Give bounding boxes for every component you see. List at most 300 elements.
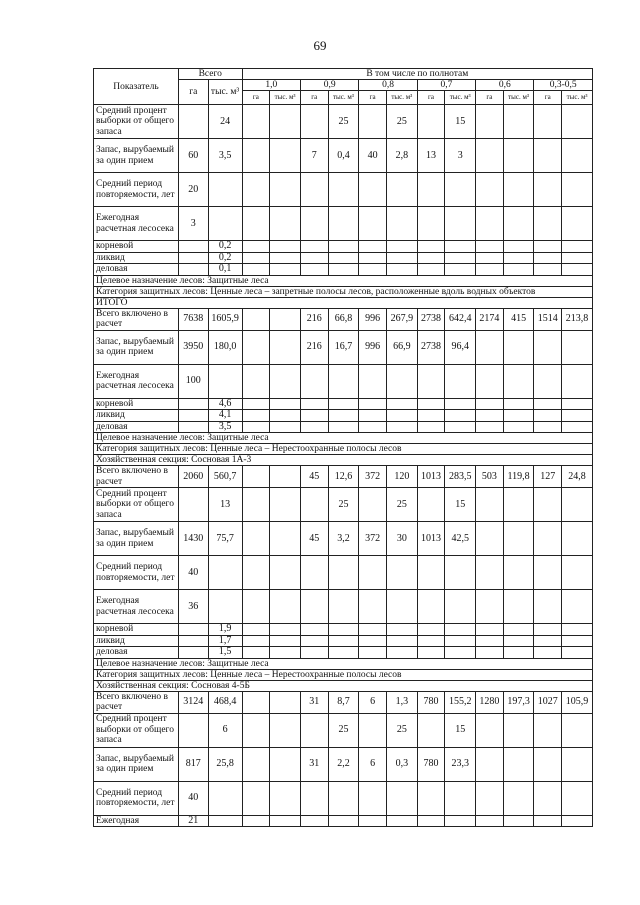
table-cell	[359, 488, 387, 522]
table-cell	[445, 781, 476, 815]
table-cell	[359, 398, 387, 410]
table-cell	[534, 139, 562, 173]
table-cell	[476, 173, 504, 207]
table-cell	[178, 241, 208, 253]
table-cell: 0,1	[208, 264, 242, 276]
table-cell	[328, 647, 359, 659]
table-cell	[300, 241, 328, 253]
row-label: корневой	[94, 624, 179, 636]
row-label: Всего включено в расчет	[94, 466, 179, 488]
table-cell	[328, 173, 359, 207]
table-cell	[270, 466, 301, 488]
table-cell	[386, 173, 417, 207]
table-cell	[270, 330, 301, 364]
table-cell	[503, 364, 534, 398]
row-label: Средний период повторяемости, лет	[94, 556, 179, 590]
table-cell	[534, 241, 562, 253]
table-row	[94, 173, 593, 207]
table-cell: 996	[359, 330, 387, 364]
table-cell: 415	[503, 308, 534, 330]
table-cell	[270, 398, 301, 410]
table-cell	[208, 590, 242, 624]
table-cell	[270, 410, 301, 422]
table-cell: 15	[445, 713, 476, 747]
table-cell	[503, 241, 534, 253]
section-row	[94, 286, 593, 297]
table-cell	[242, 173, 270, 207]
table-cell	[476, 747, 504, 781]
table-cell	[300, 781, 328, 815]
table-row	[94, 590, 593, 624]
table-cell: 25	[328, 488, 359, 522]
table-cell	[562, 241, 593, 253]
table-cell: 4,1	[208, 410, 242, 422]
table-cell	[242, 747, 270, 781]
table-cell	[300, 624, 328, 636]
row-label: Ежегодная расчетная лесосека	[94, 590, 179, 624]
table-cell	[417, 264, 445, 276]
table-cell	[562, 421, 593, 433]
header-completeness: 0,9	[300, 80, 358, 91]
table-cell	[562, 590, 593, 624]
table-cell: 105,9	[562, 691, 593, 713]
table-cell: 3124	[178, 691, 208, 713]
table-cell	[386, 264, 417, 276]
header-unit-ha: га	[242, 91, 270, 105]
table-cell	[300, 421, 328, 433]
table-cell	[328, 364, 359, 398]
table-cell	[270, 647, 301, 659]
table-cell	[562, 252, 593, 264]
table-cell	[270, 556, 301, 590]
table-cell: 267,9	[386, 308, 417, 330]
table-cell: 2,2	[328, 747, 359, 781]
table-cell: 1,3	[386, 691, 417, 713]
table-cell	[476, 713, 504, 747]
row-label: Средний процент выборки от общего запаса	[94, 713, 179, 747]
header-unit-ha: га	[300, 91, 328, 105]
table-cell	[300, 252, 328, 264]
table-cell	[300, 635, 328, 647]
table-cell	[534, 590, 562, 624]
table-cell	[386, 590, 417, 624]
table-cell	[562, 264, 593, 276]
table-cell	[300, 207, 328, 241]
table-cell: 60	[178, 139, 208, 173]
table-cell: 2738	[417, 330, 445, 364]
table-cell	[445, 398, 476, 410]
table-cell	[445, 207, 476, 241]
table-cell: 213,8	[562, 308, 593, 330]
table-cell	[359, 410, 387, 422]
table-cell	[503, 624, 534, 636]
row-label: Ежегодная расчетная лесосека	[94, 207, 179, 241]
table-cell	[534, 522, 562, 556]
table-cell: 21	[178, 815, 208, 827]
table-cell	[562, 635, 593, 647]
table-cell	[359, 781, 387, 815]
table-cell: 25,8	[208, 747, 242, 781]
table-cell	[270, 139, 301, 173]
table-cell	[300, 488, 328, 522]
table-cell	[328, 241, 359, 253]
table-cell	[445, 635, 476, 647]
table-cell	[445, 590, 476, 624]
header-total-unit-ha: га	[178, 80, 208, 105]
table-cell	[503, 522, 534, 556]
row-label: Средний период повторяемости, лет	[94, 781, 179, 815]
table-cell: 996	[359, 308, 387, 330]
table-cell	[270, 207, 301, 241]
table-cell	[242, 815, 270, 827]
table-cell	[242, 308, 270, 330]
section-heading: Целевое назначение лесов: Защитные леса	[94, 433, 593, 444]
table-cell	[359, 624, 387, 636]
table-cell: 2738	[417, 308, 445, 330]
table-cell: 40	[359, 139, 387, 173]
table-cell: 2174	[476, 308, 504, 330]
table-cell	[534, 105, 562, 139]
table-cell	[359, 241, 387, 253]
table-cell	[270, 624, 301, 636]
table-cell	[534, 635, 562, 647]
table-cell: 23,3	[445, 747, 476, 781]
table-cell: 1605,9	[208, 308, 242, 330]
table-row	[94, 624, 593, 636]
header-unit-volume: тыс. м³	[386, 91, 417, 105]
table-cell: 3,5	[208, 139, 242, 173]
header-unit-volume: тыс. м³	[503, 91, 534, 105]
table-cell	[445, 815, 476, 827]
table-cell	[242, 713, 270, 747]
table-cell	[359, 556, 387, 590]
section-heading: Категория защитных лесов: Ценные леса – Нерестоохранные полосы лесов	[94, 669, 593, 680]
table-cell	[242, 691, 270, 713]
table-cell: 1514	[534, 308, 562, 330]
table-cell: 155,2	[445, 691, 476, 713]
table-cell: 12,6	[328, 466, 359, 488]
table-cell: 120	[386, 466, 417, 488]
table-cell	[270, 252, 301, 264]
table-cell	[178, 624, 208, 636]
table-cell	[270, 590, 301, 624]
table-cell: 503	[476, 466, 504, 488]
table-cell: 20	[178, 173, 208, 207]
table-cell: 25	[328, 105, 359, 139]
table-row	[94, 241, 593, 253]
table-cell	[208, 173, 242, 207]
table-cell	[300, 105, 328, 139]
table-cell	[503, 330, 534, 364]
table-cell	[534, 624, 562, 636]
table-row	[94, 488, 593, 522]
table-cell	[534, 556, 562, 590]
row-label: Ежегодная	[94, 815, 179, 827]
table-row	[94, 647, 593, 659]
table-cell	[242, 647, 270, 659]
table-cell	[328, 590, 359, 624]
table-cell	[417, 173, 445, 207]
table-cell: 1027	[534, 691, 562, 713]
table-cell: 25	[386, 713, 417, 747]
table-cell	[270, 308, 301, 330]
table-cell	[476, 556, 504, 590]
table-cell	[476, 264, 504, 276]
table-cell	[328, 207, 359, 241]
header-unit-volume: тыс. м³	[270, 91, 301, 105]
table-cell	[300, 398, 328, 410]
table-cell	[476, 139, 504, 173]
page-number: 69	[313, 38, 327, 53]
table-row	[94, 105, 593, 139]
table-cell: 13	[417, 139, 445, 173]
table-row	[94, 781, 593, 815]
table-cell	[328, 624, 359, 636]
table-row	[94, 252, 593, 264]
table-cell	[476, 207, 504, 241]
table-cell	[270, 264, 301, 276]
table-cell: 24,8	[562, 466, 593, 488]
table-cell: 75,7	[208, 522, 242, 556]
row-label: ликвид	[94, 635, 179, 647]
table-body	[94, 105, 593, 827]
table-cell	[328, 398, 359, 410]
table-cell	[242, 264, 270, 276]
table-cell	[562, 647, 593, 659]
table-cell	[270, 747, 301, 781]
table-cell	[503, 264, 534, 276]
table-cell	[178, 105, 208, 139]
table-row	[94, 410, 593, 422]
table-cell: 1,5	[208, 647, 242, 659]
table-cell	[417, 556, 445, 590]
table-cell	[208, 815, 242, 827]
header-completeness: 0,7	[417, 80, 475, 91]
table-cell	[300, 647, 328, 659]
table-cell: 25	[328, 713, 359, 747]
table-cell	[300, 815, 328, 827]
table-cell: 40	[178, 781, 208, 815]
table-cell	[562, 207, 593, 241]
table-cell	[208, 364, 242, 398]
table-cell	[270, 173, 301, 207]
table-row	[94, 522, 593, 556]
table-cell	[503, 173, 534, 207]
header-completeness: 0,8	[359, 80, 417, 91]
table-cell	[208, 781, 242, 815]
table-cell	[242, 635, 270, 647]
table-cell	[328, 781, 359, 815]
section-row	[94, 433, 593, 444]
table-cell: 45	[300, 522, 328, 556]
table-cell: 1430	[178, 522, 208, 556]
table-cell	[534, 330, 562, 364]
header-completeness: 1,0	[242, 80, 300, 91]
table-cell	[503, 590, 534, 624]
table-cell	[242, 590, 270, 624]
table-cell	[300, 173, 328, 207]
table-cell: 780	[417, 691, 445, 713]
row-label: ликвид	[94, 252, 179, 264]
table-cell: 6	[359, 691, 387, 713]
table-cell	[476, 421, 504, 433]
table-cell	[386, 781, 417, 815]
table-cell	[503, 747, 534, 781]
table-cell: 13	[208, 488, 242, 522]
section-heading: Хозяйственная секция: Сосновая 1А-3	[94, 455, 593, 466]
table-cell	[476, 624, 504, 636]
table-cell	[242, 466, 270, 488]
row-label: Запас, вырубаемый за один прием	[94, 747, 179, 781]
table-cell	[386, 364, 417, 398]
table-cell: 15	[445, 105, 476, 139]
header-unit-ha: га	[534, 91, 562, 105]
table-cell	[359, 264, 387, 276]
table-cell	[270, 691, 301, 713]
table-cell	[417, 488, 445, 522]
table-row	[94, 330, 593, 364]
table-cell	[503, 781, 534, 815]
section-heading: Категория защитных лесов: Ценные леса – запретные полосы лесов, расположенные вдоль водных объектов	[94, 286, 593, 297]
section-heading: Категория защитных лесов: Ценные леса – Нерестоохранные полосы лесов	[94, 444, 593, 455]
table-cell	[270, 713, 301, 747]
table-cell: 42,5	[445, 522, 476, 556]
table-cell	[534, 747, 562, 781]
table-cell	[562, 364, 593, 398]
table-cell	[503, 105, 534, 139]
table-cell	[178, 421, 208, 433]
table-cell	[386, 252, 417, 264]
table-cell	[534, 421, 562, 433]
table-cell	[476, 635, 504, 647]
table-cell	[503, 398, 534, 410]
table-cell: 1280	[476, 691, 504, 713]
table-row	[94, 139, 593, 173]
table-cell	[242, 421, 270, 433]
table-cell	[328, 421, 359, 433]
table-cell	[178, 398, 208, 410]
table-cell	[178, 488, 208, 522]
table-cell	[242, 488, 270, 522]
table-cell: 642,4	[445, 308, 476, 330]
table-cell	[417, 398, 445, 410]
table-cell	[534, 398, 562, 410]
table-cell	[562, 105, 593, 139]
table-cell: 25	[386, 488, 417, 522]
table-cell	[328, 264, 359, 276]
table-cell	[534, 815, 562, 827]
table-cell	[417, 624, 445, 636]
table-cell: 7	[300, 139, 328, 173]
table-cell	[503, 252, 534, 264]
table-cell	[417, 781, 445, 815]
table-cell	[242, 330, 270, 364]
table-cell	[178, 410, 208, 422]
table-cell	[300, 410, 328, 422]
table-cell	[359, 207, 387, 241]
table-cell: 3	[445, 139, 476, 173]
table-cell	[562, 556, 593, 590]
table-row	[94, 264, 593, 276]
table-cell	[534, 252, 562, 264]
table-cell	[445, 364, 476, 398]
table-cell	[445, 173, 476, 207]
header-unit-volume: тыс. м³	[328, 91, 359, 105]
table-cell	[270, 522, 301, 556]
table-cell	[417, 410, 445, 422]
section-heading: Целевое назначение лесов: Защитные леса	[94, 658, 593, 669]
header-indicator: Показатель	[94, 69, 179, 105]
row-label: Всего включено в расчет	[94, 691, 179, 713]
table-cell: 372	[359, 466, 387, 488]
table-cell	[562, 139, 593, 173]
header-total: Всего	[178, 69, 242, 80]
table-cell	[534, 264, 562, 276]
table-cell	[300, 713, 328, 747]
cutting-volume-table	[93, 68, 593, 827]
table-row	[94, 747, 593, 781]
table-cell	[503, 421, 534, 433]
table-cell	[386, 207, 417, 241]
table-cell: 25	[386, 105, 417, 139]
header-unit-ha: га	[417, 91, 445, 105]
table-row	[94, 398, 593, 410]
row-label: деловая	[94, 421, 179, 433]
table-cell	[300, 264, 328, 276]
table-cell	[178, 264, 208, 276]
row-label: Запас, вырубаемый за один прием	[94, 522, 179, 556]
header-unit-ha: га	[476, 91, 504, 105]
header-completeness: 0,3-0,5	[534, 80, 593, 91]
table-cell	[445, 624, 476, 636]
row-label: ликвид	[94, 410, 179, 422]
table-cell: 127	[534, 466, 562, 488]
row-label: Средний процент выборки от общего запаса	[94, 488, 179, 522]
table-cell	[417, 105, 445, 139]
table-cell	[445, 647, 476, 659]
table-cell	[386, 647, 417, 659]
table-cell: 24	[208, 105, 242, 139]
table-cell	[386, 556, 417, 590]
table-cell	[476, 364, 504, 398]
table-cell	[178, 713, 208, 747]
table-cell	[208, 556, 242, 590]
table-row	[94, 691, 593, 713]
table-cell	[178, 635, 208, 647]
table-cell: 180,0	[208, 330, 242, 364]
table-cell	[476, 488, 504, 522]
table-row	[94, 466, 593, 488]
section-row	[94, 275, 593, 286]
table-cell: 96,4	[445, 330, 476, 364]
table-row	[94, 635, 593, 647]
table-cell: 216	[300, 330, 328, 364]
table-cell: 7638	[178, 308, 208, 330]
table-cell	[562, 747, 593, 781]
table-cell: 119,8	[503, 466, 534, 488]
table-cell	[534, 207, 562, 241]
table-cell	[270, 241, 301, 253]
table-cell	[503, 556, 534, 590]
table-cell	[242, 556, 270, 590]
table-cell	[562, 488, 593, 522]
table-cell	[562, 522, 593, 556]
table-cell	[534, 647, 562, 659]
table-cell	[503, 713, 534, 747]
table-cell: 31	[300, 691, 328, 713]
table-cell	[562, 624, 593, 636]
table-cell: 3950	[178, 330, 208, 364]
